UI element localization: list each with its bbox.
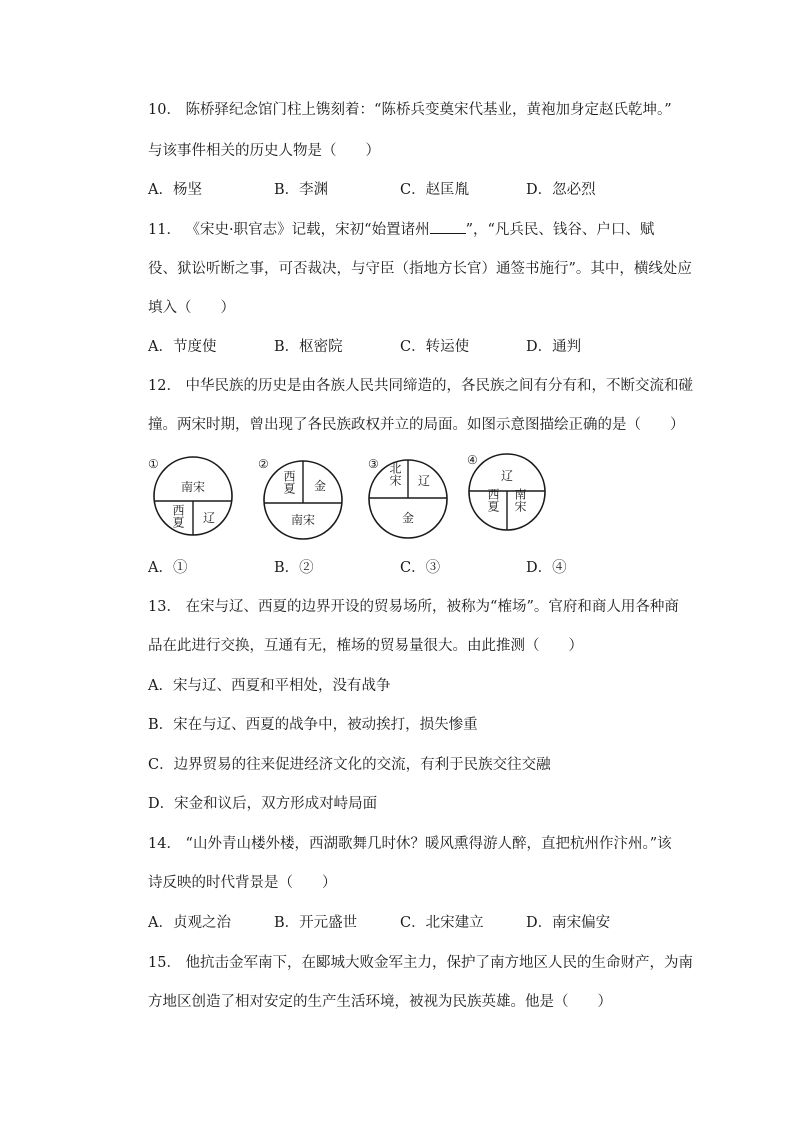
- diagram-2-bottom: 南宋: [290, 513, 316, 527]
- q13-option-a[interactable]: A．宋与辽、西夏和平相处，没有战争: [148, 678, 391, 694]
- q14-option-d[interactable]: D．南宋偏安: [526, 915, 611, 931]
- diagram-4-bottom-left: 西夏: [486, 488, 500, 512]
- q11-option-d[interactable]: D．通判: [526, 339, 582, 355]
- q14-option-a[interactable]: A．贞观之治: [148, 915, 231, 931]
- diagram-2-top-left: 西夏: [282, 470, 296, 494]
- diagram-1-bottom-right: 辽: [202, 511, 216, 525]
- q11-option-c[interactable]: C．转运使: [400, 339, 470, 355]
- q12-stem-line1: 12． 中华民族的历史是由各族人民共同缔造的，各民族之间有分有和，不断交流和碰: [148, 378, 694, 394]
- diagram-2-top-right: 金: [313, 479, 327, 493]
- diagram-3-bottom: 金: [401, 511, 415, 525]
- q13-option-d[interactable]: D．宋金和议后，双方形成对峙局面: [148, 796, 378, 812]
- q10-option-a[interactable]: A．杨坚: [148, 182, 202, 198]
- q11-stem-line1: [148, 219, 654, 240]
- diagram-4: [467, 453, 545, 530]
- q13-option-c[interactable]: C．边界贸易的往来促进经济文化的交流，有利于民族交往交融: [148, 757, 551, 773]
- q10-option-b[interactable]: B．李渊: [274, 182, 329, 198]
- q11-option-a[interactable]: A．节度使: [148, 339, 217, 355]
- q10-stem-line1: 10． 陈桥驿纪念馆门柱上镌刻着：“陈桥兵变奠宋代基业，黄袍加身定赵氏乾坤。”: [148, 102, 672, 118]
- q13-option-b[interactable]: B．宋在与辽、西夏的战争中，被动挨打，损失惨重: [148, 717, 478, 733]
- q15-stem-line1: 15． 他抗击金军南下，在郾城大败金军主力，保护了南方地区人民的生命财产，为南: [148, 955, 694, 971]
- diagram-2-label: ②: [258, 457, 269, 471]
- diagram-1-top: 南宋: [180, 480, 206, 494]
- q10-stem-line2: 与该事件相关的历史人物是（ ）: [148, 143, 380, 159]
- diagram-4-bottom-right: 南宋: [513, 488, 527, 512]
- q14-stem-line1: 14． “山外青山楼外楼，西湖歌舞几时休？暖风熏得游人醉，直把杭州作汴州。”该: [148, 836, 672, 852]
- diagram-1: [148, 457, 232, 535]
- q12-option-c[interactable]: C．③: [400, 560, 441, 576]
- q12-diagrams: [0, 450, 794, 550]
- q11-option-b[interactable]: B．枢密院: [274, 339, 343, 355]
- diagram-1-bottom-left: 西夏: [171, 504, 185, 528]
- q10-option-c[interactable]: C．赵匡胤: [400, 182, 470, 198]
- q11-stem-line1-pre: 11． 《宋史·职官志》记载，宋初“始置诸州: [148, 222, 430, 238]
- diagram-1-label: ①: [148, 457, 159, 471]
- q14-option-b[interactable]: B．开元盛世: [274, 915, 358, 931]
- q10-option-d[interactable]: D．忽必烈: [526, 182, 596, 198]
- q15-stem-line2: 方地区创造了相对安定的生产生活环境，被视为民族英雄。他是（ ）: [148, 994, 612, 1010]
- diagram-2: [258, 457, 342, 539]
- q14-stem-line2: 诗反映的时代背景是（ ）: [148, 875, 337, 891]
- diagram-3-top-left: 北宋: [388, 462, 402, 486]
- q13-stem-line2: 品在此进行交换，互通有无，榷场的贸易量很大。由此推测（ ）: [148, 638, 583, 654]
- q12-stem-line2: 撞。两宋时期，曾出现了各民族政权并立的局面。如图示意图描绘正确的是（ ）: [148, 417, 685, 433]
- diagram-3: [368, 457, 447, 538]
- diagram-4-top: 辽: [500, 469, 514, 483]
- q12-option-a[interactable]: A．①: [148, 560, 188, 576]
- diagram-4-label: ④: [467, 453, 478, 467]
- diagram-3-top-right: 辽: [417, 474, 431, 488]
- q12-option-b[interactable]: B．②: [274, 560, 314, 576]
- q11-stem-line3: 填入（ ）: [148, 300, 235, 316]
- q12-option-d[interactable]: D．④: [526, 560, 567, 576]
- diagram-3-label: ③: [368, 457, 379, 471]
- q11-stem-line2: 役、狱讼听断之事，可否裁决，与守臣（指地方长官）通签书施行”。其中，横线处应: [148, 261, 692, 277]
- q13-stem-line1: 13． 在宋与辽、西夏的边界开设的贸易场所，被称为“榷场”。官府和商人用各种商: [148, 599, 679, 615]
- q14-option-c[interactable]: C．北宋建立: [400, 915, 484, 931]
- q11-blank: [430, 219, 466, 234]
- q11-stem-line1-post: ”，“凡兵民、钱谷、户口、赋: [465, 222, 655, 238]
